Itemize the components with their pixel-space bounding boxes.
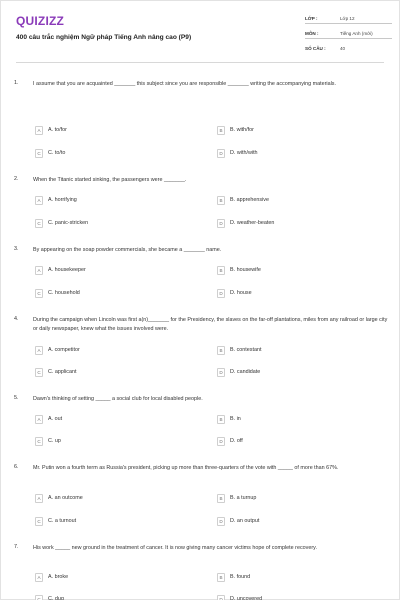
option-letter: D — [217, 149, 225, 158]
option-letter: A — [35, 573, 43, 582]
option-letter: B — [217, 126, 225, 135]
option-text: A. horrifying — [48, 197, 77, 203]
option-letter: C — [35, 289, 43, 298]
option-letter: B — [217, 346, 225, 355]
option-letter: D — [217, 517, 225, 526]
option-letter: B — [217, 573, 225, 582]
meta-divider — [305, 23, 392, 24]
option-letter: D — [217, 219, 225, 228]
option-text: C. up — [48, 438, 61, 444]
option-text: D. candidate — [230, 369, 261, 375]
option-letter: B — [217, 266, 225, 275]
option-letter: D — [217, 368, 225, 377]
header-divider — [16, 62, 384, 63]
question-text: His work _____ new ground in the treatment of cancer. It is now giving many cancer victims hope of complete recovery. — [33, 545, 317, 551]
option-text: B. contestant — [230, 347, 262, 353]
option-text: C. dug — [48, 596, 64, 600]
meta-subject-label: MÔN : — [305, 31, 319, 36]
question-number: 7. — [14, 544, 19, 550]
option-text: B. with/for — [230, 127, 254, 133]
option-letter: C — [35, 219, 43, 228]
option-text: A. competitor — [48, 347, 80, 353]
option-letter: C — [35, 149, 43, 158]
question-text: During the campaign when Lincoln was first a(n)_______ for the Presidency, the slaves on the far-off plantations, miles from any railroad or large city or daily newspaper, knew what the issues involved were. — [33, 317, 388, 332]
option-letter: A — [35, 126, 43, 135]
question-number: 4. — [14, 316, 19, 322]
option-letter: D — [217, 289, 225, 298]
question-number: 2. — [14, 176, 19, 182]
option-letter: A — [35, 196, 43, 205]
quizizz-logo: QUIZIZZ — [16, 14, 65, 28]
option-text: C. household — [48, 290, 80, 296]
option-text: A. an outcome — [48, 495, 83, 501]
option-text: A. to/for — [48, 127, 67, 133]
question-text: Mr. Putin won a fourth term as Russia's president, picking up more than three-quarters of the vote with _____ of more than 67%. — [33, 465, 339, 471]
option-letter: D — [217, 595, 225, 600]
option-text: D. house — [230, 290, 252, 296]
option-text: A. out — [48, 416, 63, 422]
question-number: 3. — [14, 246, 19, 252]
question-number: 6. — [14, 464, 19, 470]
option-letter: B — [217, 196, 225, 205]
option-text: B. in — [230, 416, 241, 422]
option-text: B. housewife — [230, 267, 261, 273]
option-letter: A — [35, 415, 43, 424]
option-text: B. found — [230, 574, 251, 580]
option-letter: A — [35, 494, 43, 503]
option-text: A. broke — [48, 574, 69, 580]
option-letter: B — [217, 415, 225, 424]
option-text: D. weather-beaten — [230, 220, 275, 226]
question-text: Dawn's thinking of setting _____ a social club for local disabled people. — [33, 396, 203, 402]
meta-class-label: LỚP : — [305, 16, 318, 21]
worksheet-header — [0, 0, 400, 68]
option-letter: D — [217, 437, 225, 446]
option-text: C. a turnout — [48, 518, 77, 524]
meta-count-label: SỐ CÂU : — [305, 46, 326, 51]
question-number: 5. — [14, 395, 19, 401]
option-text: B. a turnup — [230, 495, 257, 501]
option-text: D. off — [230, 438, 243, 444]
option-letter: A — [35, 266, 43, 275]
option-text: D. an output — [230, 518, 260, 524]
option-text: C. applicant — [48, 369, 77, 375]
question-text: When the Titanic started sinking, the passengers were _______. — [33, 177, 187, 183]
option-text: C. panic-stricken — [48, 220, 89, 226]
option-letter: C — [35, 368, 43, 377]
worksheet-title: 400 câu trắc nghiệm Ngữ pháp Tiếng Anh nâng cao (P9) — [16, 34, 192, 41]
meta-class-value: Lớp 12 — [340, 16, 355, 21]
option-text: A. housekeeper — [48, 267, 86, 273]
option-letter: C — [35, 595, 43, 600]
option-text: D. with/with — [230, 150, 258, 156]
question-number: 1. — [14, 80, 19, 86]
option-letter: B — [217, 494, 225, 503]
option-letter: C — [35, 517, 43, 526]
option-letter: C — [35, 437, 43, 446]
option-letter: A — [35, 346, 43, 355]
meta-count-value: 40 — [340, 46, 346, 51]
meta-divider — [305, 38, 392, 39]
question-text: By appearing on the soap powder commercials, she became a _______ name. — [33, 247, 222, 253]
question-text: I assume that you are acquainted _______ this subject since you are responsible _______ writing the accompanying materials. — [33, 81, 336, 87]
option-text: B. apprehensive — [230, 197, 269, 203]
meta-subject-value: Tiếng Anh (mới) — [340, 31, 373, 36]
option-text: C. to/to — [48, 150, 66, 156]
option-text: D. uncovered — [230, 596, 263, 600]
